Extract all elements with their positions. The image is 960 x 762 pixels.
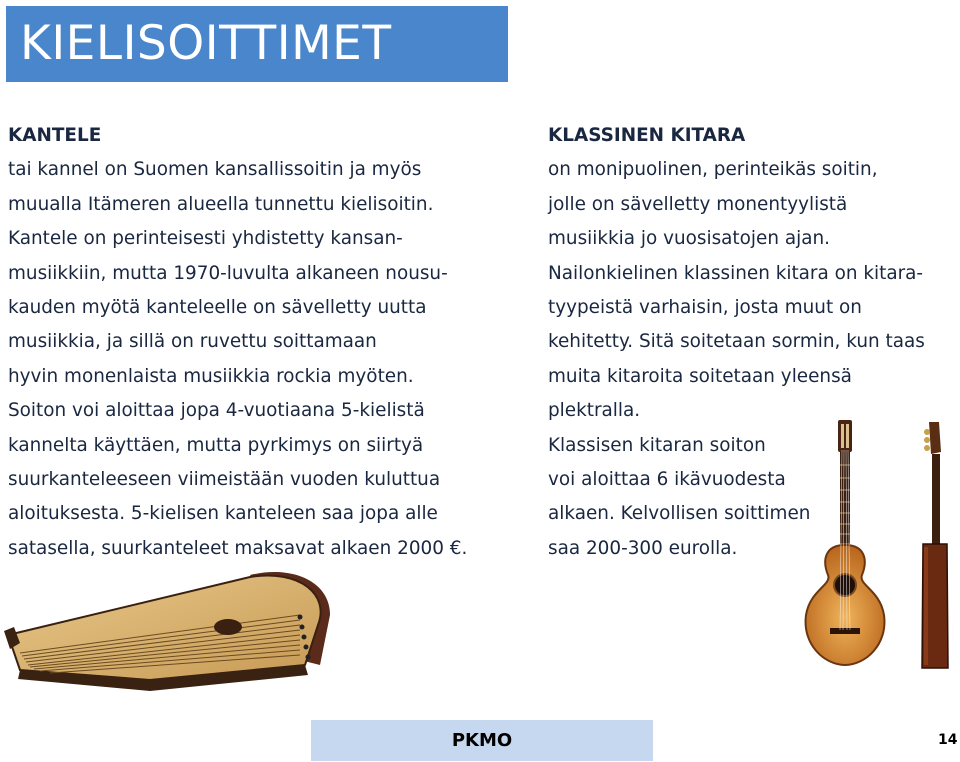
- kantele-text-line: kauden myötä kanteleelle on sävelletty uutta: [8, 297, 427, 319]
- kantele-image: [0, 565, 340, 705]
- kantele-text-line: hyvin monenlaista musiikkia rockia myöten.: [8, 365, 414, 387]
- guitar-text-line: alkaen. Kelvollisen soittimen: [548, 503, 811, 525]
- guitar-text-line: jolle on sävelletty monentyylistä: [548, 193, 848, 215]
- guitar-text-line: tyypeistä varhaisin, josta muut on: [548, 297, 862, 319]
- guitar-text-line: Nailonkielinen klassinen kitara on kitara-: [548, 262, 924, 284]
- kantele-section: [8, 119, 467, 566]
- page-title: KIELISOITTIMET: [20, 16, 392, 71]
- guitar-text-line: saa 200-300 eurolla.: [548, 537, 738, 559]
- kantele-text-line: musiikkia, ja sillä on ruvettu soittamaan: [8, 331, 377, 353]
- kantele-text-line: muualla Itämeren alueella tunnettu kielisoitin.: [8, 193, 434, 215]
- page-number: 14: [938, 732, 958, 748]
- kantele-text-line: Soiton voi aloittaa jopa 4-vuotiaana 5-kielistä: [8, 400, 425, 422]
- kantele-text-line: musiikkiin, mutta 1970-luvulta alkaneen nousu-: [8, 262, 448, 284]
- guitar-heading: KLASSINEN KITARA: [548, 125, 746, 146]
- footer-bar: [311, 720, 653, 761]
- kantele-heading: KANTELE: [8, 125, 102, 146]
- kantele-text-line: aloituksesta. 5-kielisen kanteleen saa jopa alle: [8, 503, 438, 525]
- guitar-text-line: musiikkia jo vuosisatojen ajan.: [548, 228, 830, 250]
- guitar-text-line: plektralla.: [548, 400, 641, 422]
- guitar-text-line: Klassisen kitaran soiton: [548, 434, 766, 456]
- guitar-text-line: on monipuolinen, perinteikäs soitin,: [548, 159, 878, 181]
- classical-guitar-side-image: [915, 422, 955, 672]
- kantele-text-line: Kantele on perinteisesti yhdistetty kansan-: [8, 228, 403, 250]
- kantele-text-line: satasella, suurkanteleet maksavat alkaen 2000 €.: [8, 537, 468, 559]
- guitar-text-line: kehitetty. Sitä soitetaan sormin, kun taas: [548, 331, 925, 353]
- title-banner: [6, 6, 508, 82]
- kantele-text-line: tai kannel on Suomen kansallissoitin ja myös: [8, 159, 422, 181]
- kantele-text-line: kannelta käyttäen, mutta pyrkimys on siirtyä: [8, 434, 424, 456]
- footer-label: PKMO: [451, 730, 513, 751]
- guitar-text-line: muita kitaroita soitetaan yleensä: [548, 365, 852, 387]
- kantele-text-line: suurkanteleeseen viimeistään vuoden kuluttua: [8, 469, 441, 491]
- classical-guitar-front-image: [800, 420, 890, 670]
- guitar-text-line: voi aloittaa 6 ikävuodesta: [548, 469, 786, 491]
